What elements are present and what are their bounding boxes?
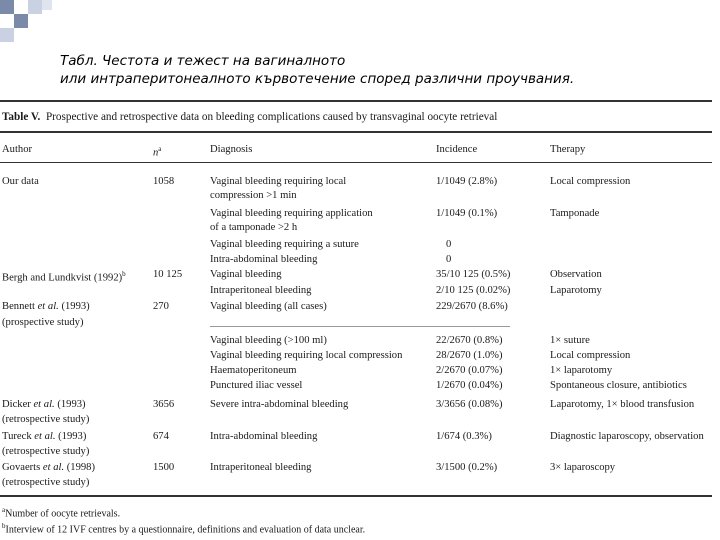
cell-author-text: Bennett	[2, 301, 35, 312]
table-label: Table V.	[2, 111, 41, 123]
cell-incidence: 0	[446, 254, 452, 265]
row-separator	[210, 326, 510, 327]
cell-incidence: 3/3656 (0.08%)	[436, 399, 503, 410]
cell-n: 1058	[153, 176, 175, 187]
cell-diagnosis: Vaginal bleeding requiring a suture	[210, 239, 359, 250]
table-caption	[2, 111, 497, 123]
cell-incidence: 1/2670 (0.04%)	[436, 380, 503, 391]
cell-diagnosis: Haematoperitoneum	[210, 365, 297, 376]
header-incidence: Incidence	[436, 144, 478, 155]
cell-diagnosis: compression >1 min	[210, 190, 297, 201]
cell-diagnosis: Intra-abdominal bleeding	[210, 431, 318, 442]
cell-incidence: 22/2670 (0.8%)	[436, 335, 503, 346]
cell-therapy: Laparotomy	[550, 285, 602, 296]
footnote-text: Interview of 12 IVF centres by a questionnaire, definitions and evaluation of data unclear.	[5, 524, 366, 536]
cell-diagnosis: of a tamponade >2 h	[210, 222, 298, 233]
cell-author-text: Dicker	[2, 399, 31, 410]
cell-therapy: Observation	[550, 269, 602, 280]
footnote-sup: a	[2, 506, 6, 514]
cell-n: 3656	[153, 399, 175, 410]
cell-author-text: Govaerts	[2, 462, 41, 473]
cell-author-year: (1998)	[66, 462, 95, 473]
cell-incidence: 229/2670 (8.6%)	[436, 301, 508, 312]
cell-diagnosis: Vaginal bleeding (>100 ml)	[210, 335, 327, 346]
cell-diagnosis: Intra-abdominal bleeding	[210, 254, 318, 265]
cell-diagnosis: Vaginal bleeding requiring application	[210, 208, 373, 219]
cell-therapy: 3× laparoscopy	[550, 462, 616, 473]
header-diagnosis: Diagnosis	[210, 144, 253, 155]
cell-therapy: Diagnostic laparoscopy, observation	[550, 431, 704, 442]
footnote-text: Number of oocyte retrievals.	[5, 508, 121, 520]
header-rule	[0, 162, 712, 163]
cell-diagnosis: Severe intra-abdominal bleeding	[210, 399, 349, 410]
cell-therapy: Local compression	[550, 350, 631, 361]
cell-author-etal: et al.	[37, 301, 59, 312]
bottom-rule	[0, 495, 712, 497]
cell-author-year: (1993)	[61, 301, 90, 312]
cell-author	[2, 300, 90, 313]
cell-author-etal: et al.	[42, 462, 65, 473]
corner-decoration	[0, 0, 60, 44]
cell-diagnosis: Vaginal bleeding requiring local compression	[210, 350, 403, 361]
cell-therapy: Spontaneous closure, antibiotics	[550, 380, 687, 391]
cell-therapy: Tamponade	[550, 208, 600, 219]
cell-therapy: 1× laparotomy	[550, 365, 613, 376]
cell-incidence: 3/1500 (0.2%)	[436, 462, 498, 473]
cell-therapy: Local compression	[550, 176, 631, 187]
cell-diagnosis: Punctured iliac vessel	[210, 380, 303, 391]
slide-title-line-1: Табл. Честота и тежест на вагиналното	[60, 53, 346, 69]
cell-incidence: 28/2670 (1.0%)	[436, 350, 503, 361]
top-rule	[0, 100, 712, 102]
header-therapy: Therapy	[550, 144, 586, 155]
cell-n: 1500	[153, 462, 175, 473]
footnote-sup: b	[2, 522, 6, 530]
cell-author	[2, 430, 86, 443]
cell-author	[2, 268, 126, 285]
cell-n: 674	[153, 431, 169, 442]
header-n-sup: a	[158, 145, 162, 153]
cell-n: 270	[153, 301, 169, 312]
cell-incidence: 35/10 125 (0.5%)	[436, 269, 511, 280]
cell-author-sup: b	[122, 270, 126, 278]
cell-author: (prospective study)	[2, 317, 84, 328]
slide-title-line-2: или интраперитонеалното кървотечение според различни проучвания.	[60, 71, 575, 87]
cell-n: 10 125	[153, 269, 183, 280]
cell-diagnosis: Vaginal bleeding (all cases)	[210, 301, 327, 312]
cell-author-year: (1993)	[57, 399, 86, 410]
cell-incidence: 2/10 125 (0.02%)	[436, 285, 511, 296]
cell-author: (retrospective study)	[2, 477, 90, 488]
cell-incidence: 2/2670 (0.07%)	[436, 365, 503, 376]
cell-incidence: 0	[446, 239, 452, 250]
header-n	[153, 143, 161, 160]
cell-incidence: 1/674 (0.3%)	[436, 431, 492, 442]
cell-author	[2, 461, 95, 474]
cell-author-etal: et al.	[34, 431, 56, 442]
cell-author-etal: et al.	[33, 399, 55, 410]
slide-title	[60, 52, 700, 88]
cell-author-text: Bergh and Lundkvist (1992)	[2, 272, 123, 284]
header-n-text: n	[153, 147, 159, 159]
cell-therapy: Laparotomy, 1× blood transfusion	[550, 399, 695, 410]
header-author: Author	[2, 144, 33, 155]
cell-author	[2, 398, 86, 411]
cell-incidence: 1/1049 (2.8%)	[436, 176, 498, 187]
cell-therapy: 1× suture	[550, 335, 590, 346]
cell-author: (retrospective study)	[2, 446, 90, 457]
cell-diagnosis: Vaginal bleeding	[210, 269, 282, 280]
cell-author: Our data	[2, 176, 39, 187]
cell-author-text: Tureck	[2, 431, 32, 442]
cell-incidence: 1/1049 (0.1%)	[436, 208, 498, 219]
footnote-b	[2, 520, 365, 536]
cell-author: (retrospective study)	[2, 414, 90, 425]
cell-author-year: (1993)	[58, 431, 87, 442]
caption-rule	[0, 131, 712, 133]
cell-diagnosis: Vaginal bleeding requiring local	[210, 176, 347, 187]
footnote-a	[2, 504, 120, 520]
table-caption-text: Prospective and retrospective data on bleeding complications caused by transvaginal oocyte retrieval	[45, 111, 498, 123]
cell-diagnosis: Intraperitoneal bleeding	[210, 462, 312, 473]
cell-diagnosis: Intraperitoneal bleeding	[210, 285, 312, 296]
